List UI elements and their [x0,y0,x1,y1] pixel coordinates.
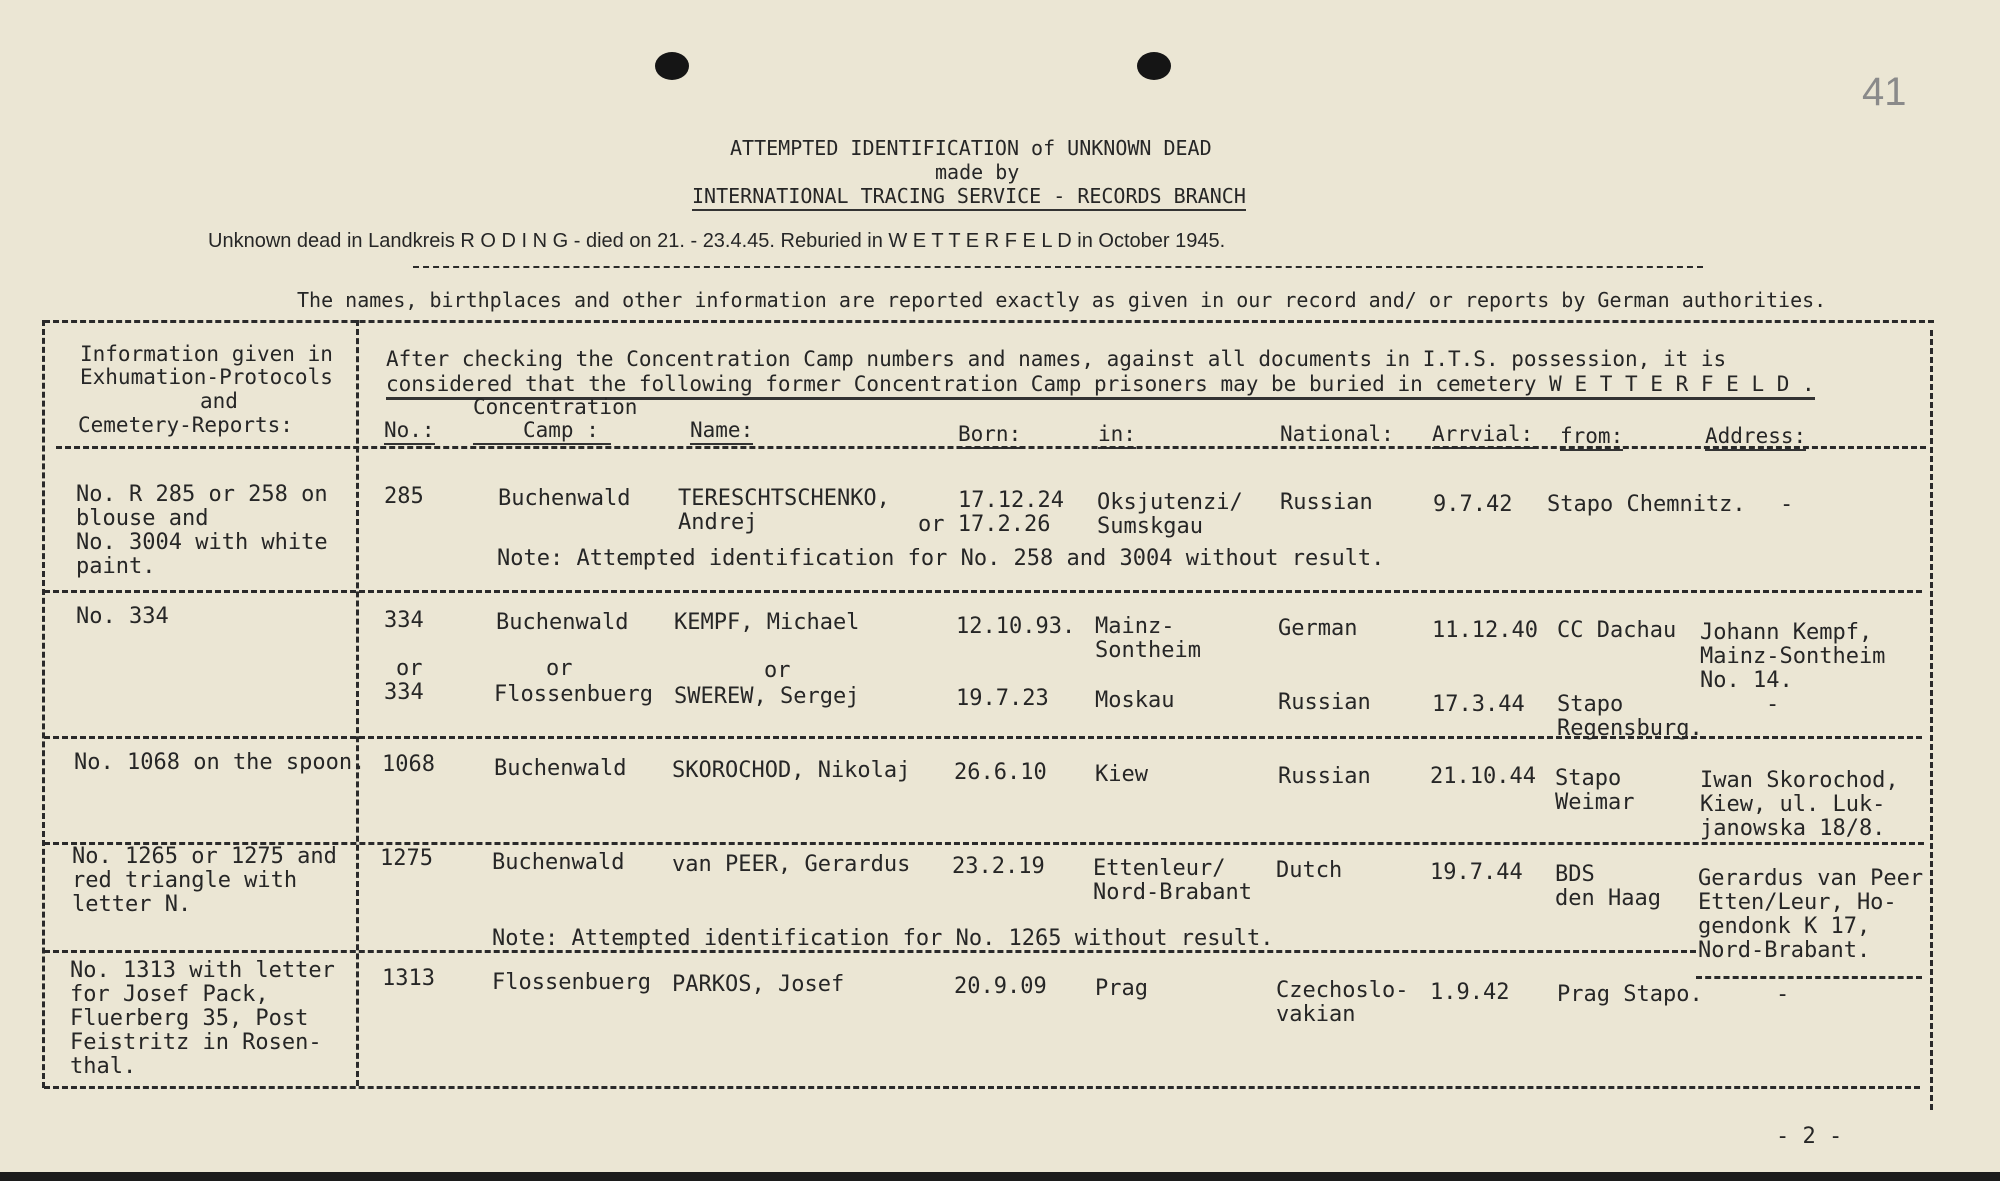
cell-in: Nord-Brabant [1093,880,1252,905]
cell-address: Nord-Brabant. [1698,938,1871,963]
row-divider [1696,976,1922,979]
left-cell-line: No. 3004 with white [76,530,328,555]
cell-arrival: 19.7.44 [1430,860,1523,885]
cell-name: KEMPF, Michael [674,610,860,635]
column-divider [356,320,359,1086]
col-no: No.: [384,418,435,445]
left-cell-line: No. 1265 or 1275 and [72,844,337,869]
cell-arrival: 1.9.42 [1430,980,1510,1005]
row-note: Note: Attempted identification for No. 258 and 3004 without result. [497,546,1385,571]
row-divider [44,590,1922,593]
or-separator: or [546,656,573,681]
row-divider [44,950,1696,953]
col-name: Name: [690,418,753,445]
cell-in: Sontheim [1095,638,1201,663]
cell-born: 23.2.19 [952,854,1045,879]
cell-camp: Buchenwald [498,486,631,511]
cell-national: Russian [1278,764,1371,789]
cell-in: Ettenleur/ [1093,856,1226,881]
cell-camp: Buchenwald [496,610,629,635]
intro-line-1: After checking the Concentration Camp numbers and names, against all documents in I.T.S. possession, it is [386,347,1727,371]
cell-camp: Buchenwald [494,756,627,781]
cell-in: Sumskgau [1097,514,1203,539]
header-line-3: INTERNATIONAL TRACING SERVICE - RECORDS BRANCH [692,184,1246,211]
left-cell-line: No. 334 [76,604,169,629]
table-top-border [44,320,1934,323]
cell-no: 1313 [382,966,435,991]
cell-from: Stapo [1557,692,1624,717]
cell-name: Andrej [678,510,758,535]
cell-from: Stapo [1555,766,1622,791]
cell-from: Prag Stapo. [1557,982,1703,1007]
footer-page-number: - 2 - [1776,1124,1843,1149]
cell-no: 285 [384,484,424,509]
cell-no: 334 [384,608,424,633]
cell-name: SWEREW, Sergej [674,684,860,709]
subtitle-underline [413,266,1703,268]
cell-no: 1275 [380,846,433,871]
cell-in: Kiew [1095,762,1148,787]
cell-from: Weimar [1555,790,1635,815]
cell-from: BDS [1555,862,1595,887]
left-cell-line: red triangle with [72,868,298,893]
cell-address: Etten/Leur, Ho- [1698,890,1897,915]
left-header-line: and [200,389,238,413]
cell-national: German [1278,616,1358,641]
cell-from: Regensburg. [1557,716,1703,741]
cell-address: janowska 18/8. [1700,816,1886,841]
left-cell-line: Feistritz in Rosen- [70,1030,322,1055]
col-camp: Camp : [473,418,611,445]
header-divider [56,446,1926,449]
punch-hole-left [655,52,689,80]
table-left-border [42,320,45,1088]
cell-address: - [1766,692,1780,717]
left-cell-line: No. 1313 with letter [70,958,335,983]
left-cell-line: paint. [76,554,156,579]
cell-no: 334 [384,680,424,705]
col-from: from: [1560,424,1623,451]
punch-hole-right [1137,52,1171,80]
cell-national: Russian [1278,690,1371,715]
cell-born: 12.10.93. [956,614,1076,639]
cell-in: Oksjutenzi/ [1097,490,1243,515]
cell-national: vakian [1276,1002,1356,1027]
left-cell-line: No. R 285 or 258 on [76,482,328,507]
cell-camp: Buchenwald [492,850,625,875]
cell-camp: Flossenbuerg [492,970,651,995]
cell-in: Prag [1095,976,1148,1001]
table-bottom-border [44,1086,1920,1089]
or-separator: or [764,658,791,683]
cell-born: 26.6.10 [954,760,1047,785]
intro-line-2: considered that the following former Concentration Camp prisoners may be buried in cemetery W E T T E R F E L D . [386,372,1815,400]
cell-address: - [1776,982,1790,1007]
cell-address: Mainz-Sontheim [1700,644,1886,669]
cell-camp: Flossenbuerg [494,682,653,707]
cell-national: Dutch [1276,858,1343,883]
cell-name: SKOROCHOD, Nikolaj [672,758,911,783]
cell-in: Mainz- [1095,614,1175,639]
cell-address: Iwan Skorochod, [1700,768,1899,793]
left-header-line: Exhumation-Protocols [80,365,333,389]
cell-name: PARKOS, Josef [672,972,845,997]
authorities-note: The names, birthplaces and other information are reported exactly as given in our record and/ or reports by German authorities. [297,288,1827,312]
cell-address: No. 14. [1700,668,1793,693]
cell-national: Russian [1280,490,1373,515]
cell-arrival: 9.7.42 [1433,492,1513,517]
left-header-line: Cemetery-Reports: [78,413,293,437]
cell-national: Czechoslo- [1276,978,1409,1003]
left-cell-line: letter N. [72,892,192,917]
page-number: 41 [1862,70,1907,114]
cell-address: - [1780,492,1794,517]
left-header-line: Information given in [80,342,333,366]
header-line-1: ATTEMPTED IDENTIFICATION of UNKNOWN DEAD [730,136,1212,160]
cell-arrival: 11.12.40 [1432,618,1538,643]
cell-in: Moskau [1095,688,1175,713]
col-in: in: [1098,422,1136,449]
header-line-2: made by [935,160,1020,184]
left-cell-line: No. 1068 on the spoon. [74,750,366,775]
cell-address: Johann Kempf, [1700,620,1873,645]
camp-superheading: Concentration [473,395,638,419]
row-divider [44,736,1922,739]
cell-address: gendonk K 17, [1698,914,1871,939]
row-note: Note: Attempted identification for No. 1265 without result. [492,926,1274,951]
scan-edge [0,1172,2000,1181]
cell-address: Gerardus van Peer [1698,866,1924,891]
cell-arrival: 17.3.44 [1432,692,1525,717]
cell-no: 1068 [382,752,435,777]
cell-born: 19.7.23 [956,686,1049,711]
cell-born: or 17.2.26 [918,512,1051,537]
cell-born: 20.9.09 [954,974,1047,999]
col-arrival: Arrvial: [1432,422,1533,449]
cell-name: TERESCHTSCHENKO, [678,486,890,511]
col-born: Born: [958,422,1021,449]
col-national: National: [1280,422,1394,446]
left-cell-line: Fluerberg 35, Post [70,1006,309,1031]
cell-born: 17.12.24 [958,488,1064,513]
or-separator: or [396,656,423,681]
cell-address: Kiew, ul. Luk- [1700,792,1886,817]
col-address: Address: [1705,424,1806,451]
left-cell-line: blouse and [76,506,209,531]
cell-from: den Haag [1555,886,1661,911]
left-cell-line: for Josef Pack, [70,982,269,1007]
cell-from: CC Dachau [1557,618,1677,643]
cell-name: van PEER, Gerardus [672,852,911,877]
cell-arrival: 21.10.44 [1430,764,1536,789]
left-cell-line: thal. [70,1054,137,1079]
subtitle: Unknown dead in Landkreis R O D I N G - died on 21. - 23.4.45. Reburied in W E T T E R F E L D in October 1945. [208,230,1226,252]
cell-from: Stapo Chemnitz. [1547,492,1746,517]
table-right-border [1930,330,1933,1110]
